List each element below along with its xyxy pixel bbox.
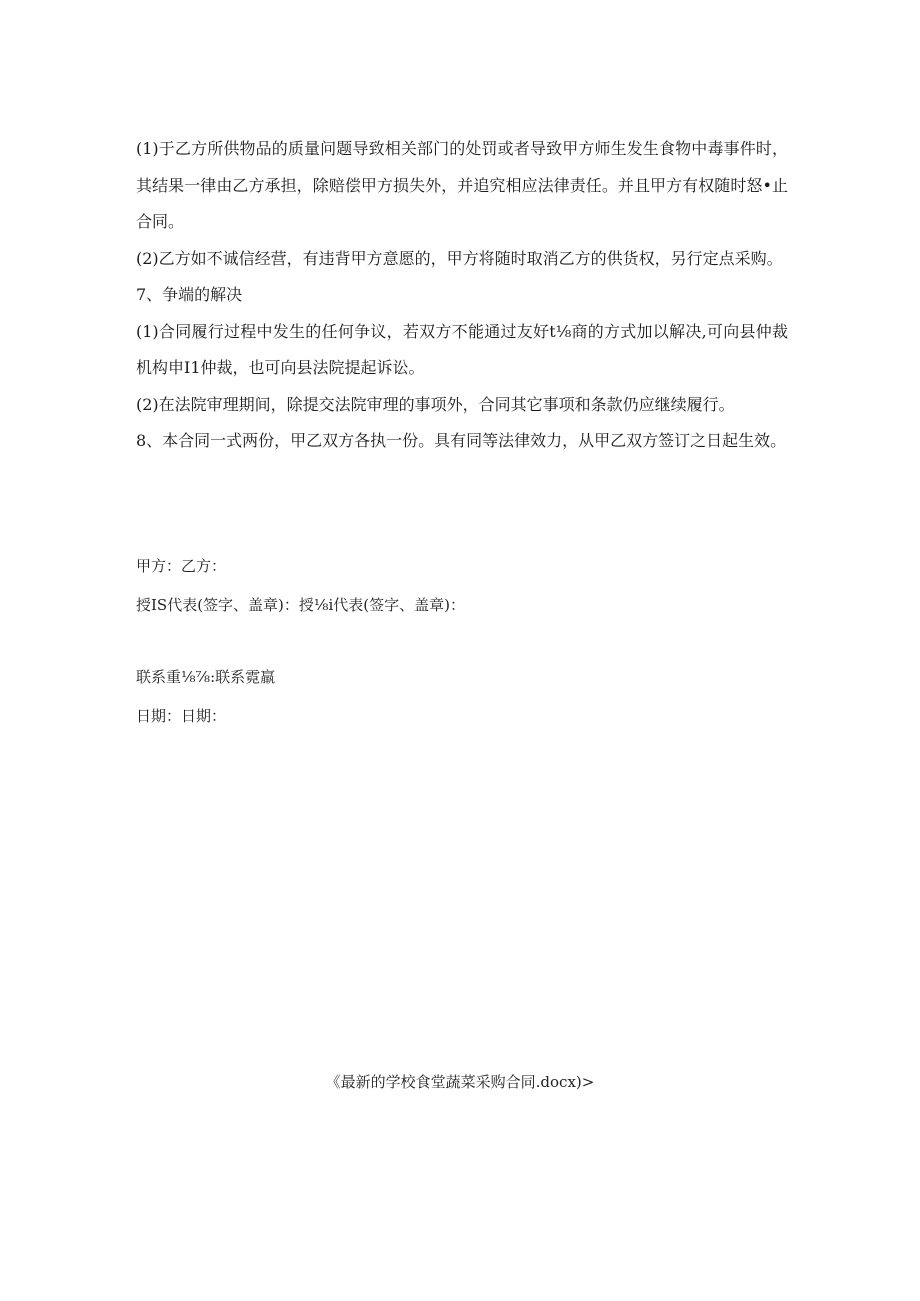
clause-7-1: (1)合同履行过程中发生的任何争议，若双方不能通过友好t⅛商的方式加以解决,可向县仲裁机构申I1仲裁，也可向县法院提起诉讼。 (136, 321, 788, 377)
signature-representatives: 授IS代表(签字、盖章)：授⅛i代表(签字、盖章)： (136, 596, 465, 614)
signature-contact: 联系重⅛⅞:联系霓羸 (136, 668, 276, 686)
contract-body (136, 131, 788, 460)
section-7-heading: 7、争端的解决 (136, 285, 243, 304)
signature-dates: 日期：日期： (136, 707, 227, 725)
document-footer: 《最新的学校食堂蔬菜采购合同.docx)> (325, 1073, 595, 1091)
clause-7-2: (2)在法院审理期间，除提交法院审理的事项外，合同其它事项和条款仍应继续履行。 (136, 394, 735, 414)
signature-parties: 甲方：乙方： (136, 557, 227, 575)
clause-6-2: (2)乙方如不诚信经营，有违背甲方意愿的，甲方将随时取消乙方的供货权，另行定点采购。 (136, 248, 783, 268)
clause-8: 8、本合同一式两份，甲乙双方各执一份。具有同等法律效力，从甲乙双方签订之日起生效。 (136, 431, 787, 450)
clause-6-1: (1)于乙方所供物品的质量问题导致相关部门的处罚或者导致甲方师生发生食物中毒事件时，其结果一律由乙方承担，除赔偿甲方损失外，并追究相应法律责任。并且甲方有权随时怒•止合同。 (136, 139, 788, 231)
